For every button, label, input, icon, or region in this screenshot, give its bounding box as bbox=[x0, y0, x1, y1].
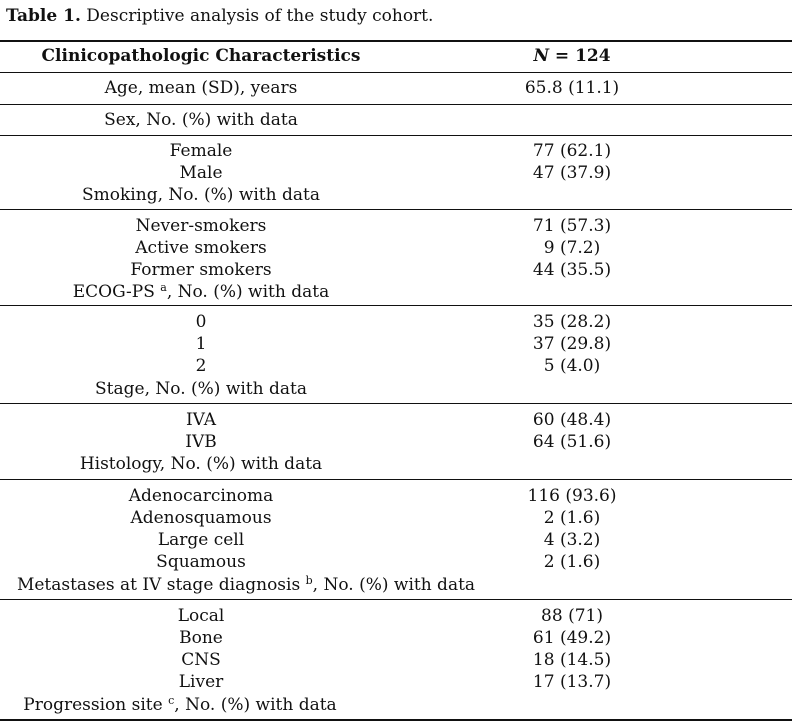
row-label-ecog-2: 2 bbox=[195, 356, 207, 376]
ecog-footnote-mark: a bbox=[160, 281, 167, 294]
column-header-n-count: = 124 bbox=[548, 46, 611, 66]
row-label-cns: CNS bbox=[181, 650, 221, 670]
row-value-never-smokers: 71 (57.3) bbox=[532, 216, 612, 236]
row-value-large-cell: 4 (3.2) bbox=[543, 530, 601, 550]
table-caption bbox=[6, 6, 433, 26]
section-label-ecog bbox=[0, 281, 402, 303]
row-label-iva: IVA bbox=[185, 410, 217, 430]
row-value-ecog-0: 35 (28.2) bbox=[532, 312, 612, 332]
row-value-bone: 61 (49.2) bbox=[532, 628, 612, 648]
row-label-age: Age, mean (SD), years bbox=[104, 78, 298, 98]
row-divider bbox=[0, 403, 792, 404]
row-label-ecog-0: 0 bbox=[195, 312, 207, 332]
ecog-label-end: , No. (%) with data bbox=[166, 282, 330, 302]
row-label-male: Male bbox=[179, 163, 223, 183]
row-label-ecog-1: 1 bbox=[195, 334, 207, 354]
row-divider bbox=[0, 479, 792, 480]
progression-label-start: Progression site bbox=[23, 695, 169, 715]
row-value-adenocarcinoma: 116 (93.6) bbox=[527, 486, 617, 506]
row-label-adenosquamous: Adenosquamous bbox=[130, 508, 272, 528]
row-label-female: Female bbox=[169, 141, 233, 161]
row-label-adenocarcinoma: Adenocarcinoma bbox=[128, 486, 274, 506]
progression-label-end: , No. (%) with data bbox=[174, 695, 337, 715]
section-label-sex: Sex, No. (%) with data bbox=[104, 110, 298, 130]
row-label-never-smokers: Never-smokers bbox=[135, 216, 267, 236]
column-header-n-symbol: N bbox=[533, 46, 549, 66]
top-rule bbox=[0, 40, 792, 42]
progression-footnote-mark: c bbox=[168, 694, 175, 707]
bottom-rule bbox=[0, 719, 792, 721]
row-value-ecog-1: 37 (29.8) bbox=[532, 334, 612, 354]
table-caption-text: Descriptive analysis of the study cohort. bbox=[80, 6, 434, 26]
ecog-label-start: ECOG-PS bbox=[72, 282, 161, 302]
metastases-label-start: Metastases at IV stage diagnosis bbox=[16, 575, 306, 595]
row-value-ivb: 64 (51.6) bbox=[532, 432, 612, 452]
row-label-bone: Bone bbox=[179, 628, 223, 648]
row-divider bbox=[0, 135, 792, 136]
row-label-local: Local bbox=[177, 606, 225, 626]
metastases-label-end: , No. (%) with data bbox=[312, 575, 476, 595]
column-header-characteristics: Clinicopathologic Characteristics bbox=[41, 46, 361, 66]
row-value-female: 77 (62.1) bbox=[532, 141, 612, 161]
section-label-histology: Histology, No. (%) with data bbox=[79, 454, 323, 474]
row-value-liver: 17 (13.7) bbox=[532, 672, 612, 692]
metastases-footnote-mark: b bbox=[305, 574, 313, 587]
row-value-local: 88 (71) bbox=[541, 606, 603, 626]
row-divider bbox=[0, 305, 792, 306]
column-header-n bbox=[452, 45, 692, 67]
section-label-progression-site bbox=[0, 694, 360, 716]
row-label-large-cell: Large cell bbox=[157, 530, 245, 550]
section-label-smoking: Smoking, No. (%) with data bbox=[82, 185, 320, 205]
row-value-iva: 60 (48.4) bbox=[532, 410, 612, 430]
row-label-squamous: Squamous bbox=[156, 552, 246, 572]
row-value-cns: 18 (14.5) bbox=[532, 650, 612, 670]
row-label-liver: Liver bbox=[178, 672, 224, 692]
section-label-metastases bbox=[0, 574, 492, 596]
row-divider bbox=[0, 599, 792, 600]
row-value-ecog-2: 5 (4.0) bbox=[543, 356, 601, 376]
row-label-active-smokers: Active smokers bbox=[135, 238, 267, 258]
row-label-former-smokers: Former smokers bbox=[130, 260, 272, 280]
row-value-former-smokers: 44 (35.5) bbox=[532, 260, 612, 280]
row-divider bbox=[0, 209, 792, 210]
row-value-male: 47 (37.9) bbox=[532, 163, 612, 183]
row-value-adenosquamous: 2 (1.6) bbox=[543, 508, 601, 528]
header-rule bbox=[0, 72, 792, 73]
section-label-stage: Stage, No. (%) with data bbox=[95, 379, 307, 399]
row-value-age: 65.8 (11.1) bbox=[524, 78, 620, 98]
row-divider bbox=[0, 104, 792, 105]
row-label-ivb: IVB bbox=[185, 432, 217, 452]
row-value-squamous: 2 (1.6) bbox=[543, 552, 601, 572]
table-caption-label: Table 1. bbox=[6, 6, 81, 26]
row-value-active-smokers: 9 (7.2) bbox=[543, 238, 601, 258]
